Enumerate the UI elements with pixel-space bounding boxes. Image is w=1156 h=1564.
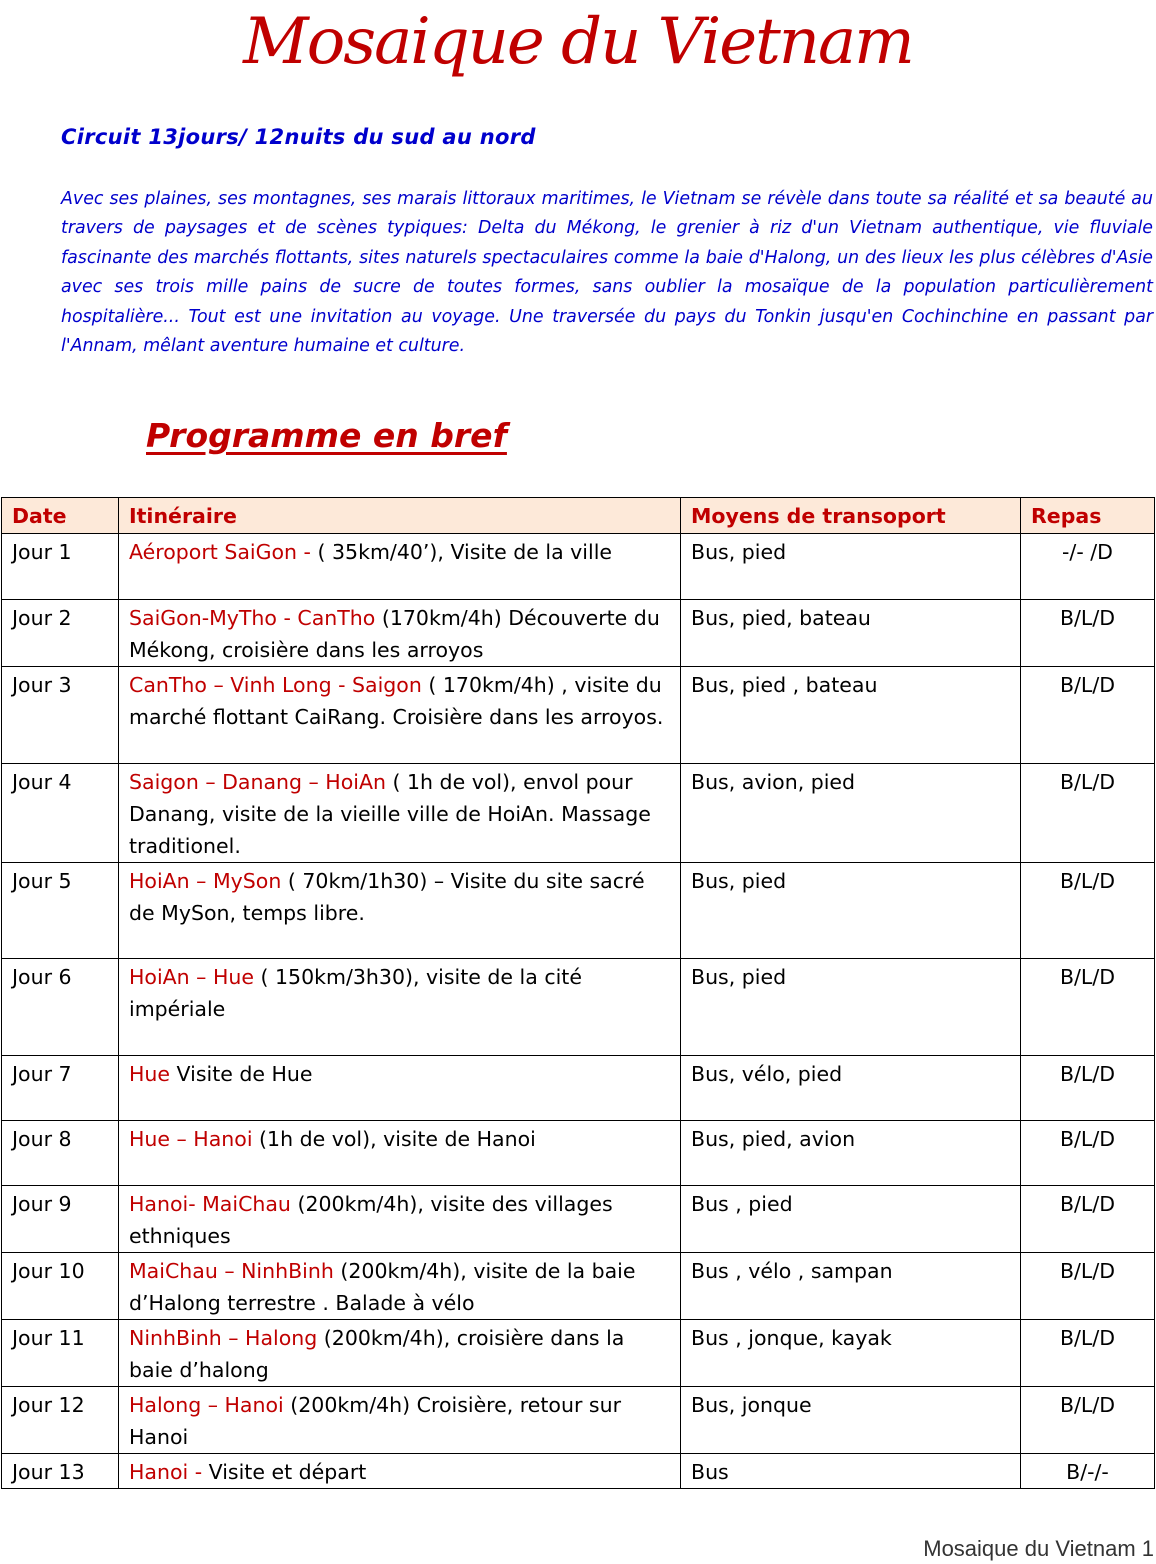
route-name: Hue – Hanoi <box>129 1127 253 1151</box>
cell-date: Jour 13 <box>2 1454 119 1489</box>
table-row <box>2 1387 1155 1454</box>
header-date: Date <box>2 498 119 534</box>
cell-itineraire <box>119 1387 681 1454</box>
table-row <box>2 600 1155 667</box>
table-row <box>2 1454 1155 1489</box>
cell-transport: Bus , pied <box>681 1186 1021 1253</box>
cell-date: Jour 4 <box>2 764 119 863</box>
cell-date: Jour 6 <box>2 959 119 1056</box>
cell-date: Jour 5 <box>2 863 119 959</box>
table-header-row <box>2 498 1155 534</box>
table-row <box>2 1121 1155 1186</box>
route-name: HoiAn – Hue <box>129 965 254 989</box>
header-repas: Repas <box>1021 498 1155 534</box>
route-name: SaiGon-MyTho - CanTho <box>129 606 376 630</box>
cell-date: Jour 8 <box>2 1121 119 1186</box>
cell-itineraire <box>119 764 681 863</box>
cell-date: Jour 3 <box>2 667 119 764</box>
cell-transport: Bus <box>681 1454 1021 1489</box>
cell-itineraire <box>119 1320 681 1387</box>
cell-repas: B/L/D <box>1021 1056 1155 1121</box>
route-detail: (200km/4h), visite de la baie d’Halong terrestre . Balade à vélo <box>129 1259 636 1315</box>
route-name: MaiChau – NinhBinh <box>129 1259 334 1283</box>
cell-repas: B/L/D <box>1021 863 1155 959</box>
cell-itineraire <box>119 600 681 667</box>
program-table <box>1 497 1155 1489</box>
route-name: CanTho – Vinh Long - Saigon <box>129 673 422 697</box>
route-detail: (200km/4h), croisière dans la baie d’halong <box>129 1326 625 1382</box>
cell-date: Jour 11 <box>2 1320 119 1387</box>
cell-transport: Bus, pied, avion <box>681 1121 1021 1186</box>
cell-transport: Bus, pied , bateau <box>681 667 1021 764</box>
cell-transport: Bus, pied, bateau <box>681 600 1021 667</box>
header-transport: Moyens de transoport <box>681 498 1021 534</box>
route-name: Hanoi- MaiChau <box>129 1192 291 1216</box>
cell-repas: B/L/D <box>1021 1186 1155 1253</box>
header-itineraire: Itinéraire <box>119 498 681 534</box>
cell-transport: Bus, pied <box>681 534 1021 600</box>
route-name: Aéroport SaiGon - <box>129 540 318 564</box>
cell-repas: B/L/D <box>1021 764 1155 863</box>
cell-repas: B/L/D <box>1021 1320 1155 1387</box>
cell-date: Jour 9 <box>2 1186 119 1253</box>
cell-transport: Bus, pied <box>681 863 1021 959</box>
cell-itineraire <box>119 959 681 1056</box>
table-row <box>2 764 1155 863</box>
table-row <box>2 667 1155 764</box>
cell-date: Jour 2 <box>2 600 119 667</box>
cell-itineraire <box>119 1056 681 1121</box>
cell-repas: B/L/D <box>1021 1253 1155 1320</box>
cell-date: Jour 12 <box>2 1387 119 1454</box>
table-row <box>2 959 1155 1056</box>
cell-repas: B/L/D <box>1021 959 1155 1056</box>
cell-date: Jour 7 <box>2 1056 119 1121</box>
page-footer: Mosaique du Vietnam 1 <box>923 1536 1154 1561</box>
cell-repas: B/L/D <box>1021 667 1155 764</box>
route-detail: ( 35km/40’), Visite de la ville <box>317 540 613 564</box>
table-row <box>2 1320 1155 1387</box>
route-name: HoiAn – MySon <box>129 869 282 893</box>
cell-date: Jour 1 <box>2 534 119 600</box>
route-detail: (1h de vol), visite de Hanoi <box>252 1127 536 1151</box>
cell-itineraire <box>119 1454 681 1489</box>
cell-itineraire <box>119 667 681 764</box>
route-name: Halong – Hanoi <box>129 1393 284 1417</box>
page-title: Mosaique du Vietnam <box>243 5 913 79</box>
cell-itineraire <box>119 863 681 959</box>
cell-transport: Bus, jonque <box>681 1387 1021 1454</box>
table-row <box>2 534 1155 600</box>
table-row <box>2 1056 1155 1121</box>
cell-transport: Bus, pied <box>681 959 1021 1056</box>
circuit-subtitle: Circuit 13jours/ 12nuits du sud au nord <box>61 125 536 149</box>
route-detail: Visite de Hue <box>170 1062 313 1086</box>
cell-transport: Bus, vélo, pied <box>681 1056 1021 1121</box>
cell-repas: B/-/- <box>1021 1454 1155 1489</box>
route-detail: Visite et départ <box>208 1460 367 1484</box>
route-detail: ( 1h de vol), envol pour Danang, visite de la vieille ville de HoiAn. Massage traditionel. <box>129 770 651 858</box>
cell-transport: Bus, avion, pied <box>681 764 1021 863</box>
route-name: NinhBinh – Halong <box>129 1326 318 1350</box>
cell-repas: B/L/D <box>1021 600 1155 667</box>
cell-repas: B/L/D <box>1021 1387 1155 1454</box>
route-detail: (200km/4h) Croisière, retour sur Hanoi <box>129 1393 622 1449</box>
route-detail: ( 170km/4h) , visite du marché flottant CaiRang. Croisière dans les arroyos. <box>129 673 664 729</box>
cell-itineraire <box>119 1186 681 1253</box>
cell-repas: B/L/D <box>1021 1121 1155 1186</box>
table-row <box>2 1186 1155 1253</box>
route-detail: (200km/4h), visite des villages ethniques <box>129 1192 613 1248</box>
route-name: Hue <box>129 1062 171 1086</box>
cell-transport: Bus , jonque, kayak <box>681 1320 1021 1387</box>
cell-itineraire <box>119 1253 681 1320</box>
route-name: Hanoi - <box>129 1460 209 1484</box>
table-row <box>2 1253 1155 1320</box>
intro-paragraph: Avec ses plaines, ses montagnes, ses marais littoraux maritimes, le Vietnam se révèle dans toute sa réalité et sa beauté au travers de paysages et de scènes typiques: Delta du Mékong, le grenier à riz d'un Vietnam authentique, vie fluviale fascinante des marchés flottants, sites naturels spectaculaires comme la baie d'Halong, un des lieux les plus célèbres d'Asie avec ses trois mille pains de sucre de toutes formes, sans oublier la mosaïque de la population particulièrement hospitalière... Tout est une invitation au voyage. Une traversée du pays du Tonkin jusqu'en Cochinchine en passant par l'Annam, mêlant aventure humaine et culture. <box>61 189 1153 357</box>
section-title: Programme en bref <box>146 416 507 455</box>
route-detail: (170km/4h) Découverte du Mékong, croisière dans les arroyos <box>129 606 660 662</box>
cell-transport: Bus , vélo , sampan <box>681 1253 1021 1320</box>
cell-date: Jour 10 <box>2 1253 119 1320</box>
route-name: Saigon – Danang – HoiAn <box>129 770 386 794</box>
table-row <box>2 863 1155 959</box>
cell-itineraire <box>119 1121 681 1186</box>
route-detail: ( 150km/3h30), visite de la cité impériale <box>129 965 582 1021</box>
route-detail: ( 70km/1h30) – Visite du site sacré de MySon, temps libre. <box>129 869 645 925</box>
cell-itineraire <box>119 534 681 600</box>
cell-repas: -/- /D <box>1021 534 1155 600</box>
